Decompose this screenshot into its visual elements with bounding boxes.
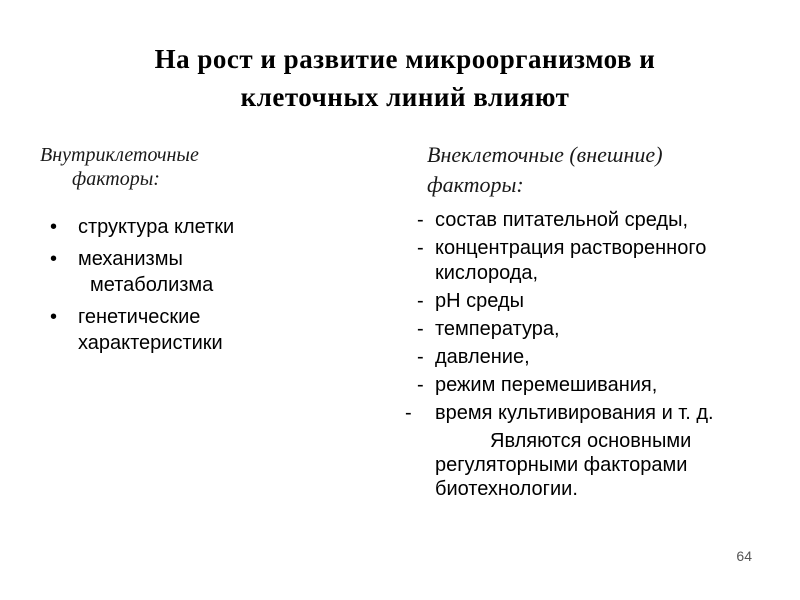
list-item: [405, 289, 775, 314]
list-item: [405, 236, 775, 286]
list-item: [405, 345, 775, 370]
dash-icon: -: [417, 346, 424, 368]
list-item: [50, 304, 380, 356]
intracellular-heading: [40, 143, 340, 191]
extracellular-heading-line-1: Внеклеточные (внешние): [427, 142, 663, 167]
list-item: [405, 208, 775, 233]
bullet-icon: •: [50, 248, 58, 270]
page-number: 64: [736, 548, 752, 564]
note-line-rest: регуляторными факторами биотехнологии.: [435, 454, 688, 500]
list-item: [405, 317, 775, 342]
list-item-text: режим перемешивания,: [435, 374, 658, 396]
title-line-2: клеточных линий влияют: [240, 82, 570, 112]
list-item-text: генетические: [78, 306, 201, 328]
intracellular-factors-list: [50, 214, 380, 362]
list-item-text-continued: метаболизма: [90, 274, 214, 296]
list-item-text: структура клетки: [78, 216, 235, 238]
extracellular-heading: [427, 140, 767, 200]
bullet-icon: •: [50, 306, 58, 328]
list-item: [405, 373, 775, 398]
intracellular-heading-line-1: Внутриклеточные: [40, 144, 199, 166]
extracellular-heading-line-2: факторы:: [427, 172, 524, 197]
list-item-text: рН среды: [435, 290, 524, 312]
note-line-1: Являются основными: [490, 430, 692, 452]
dash-icon: -: [417, 209, 424, 231]
dash-icon: -: [405, 402, 412, 424]
title-line-1: На рост и развитие микроорганизмов и: [154, 44, 656, 74]
dash-icon: -: [417, 374, 424, 396]
regulatory-note: [405, 429, 775, 501]
bullet-icon: •: [50, 216, 58, 238]
list-item-text: концентрация растворенного кислорода,: [435, 237, 707, 284]
dash-icon: -: [417, 290, 424, 312]
dash-icon: -: [417, 318, 424, 340]
list-item-text: время культивирования и т. д.: [435, 402, 714, 424]
list-item: [405, 401, 775, 426]
extracellular-factors-list: [405, 208, 775, 501]
list-item-text: механизмы: [78, 248, 183, 270]
intracellular-heading-line-2: факторы:: [72, 168, 160, 190]
list-item-text: состав питательной среды,: [435, 209, 688, 231]
list-item-text-continued: характеристики: [78, 332, 223, 354]
list-item-text: давление,: [435, 346, 530, 368]
dash-icon: -: [417, 237, 424, 259]
list-item: [50, 246, 380, 298]
list-item-text: температура,: [435, 318, 560, 340]
slide-title: [60, 40, 750, 116]
list-item: [50, 214, 380, 240]
